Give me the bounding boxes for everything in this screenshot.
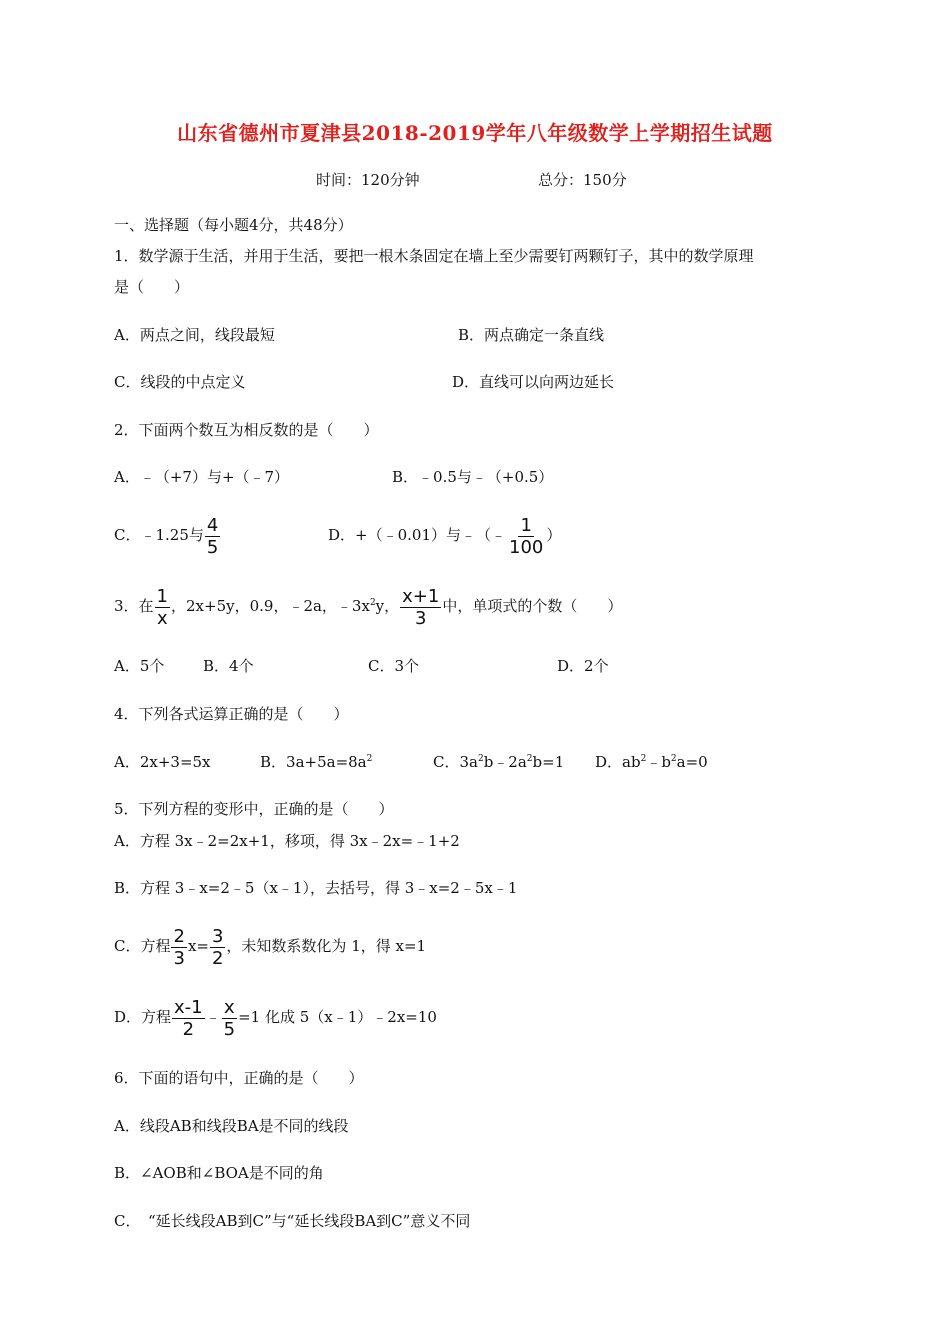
q5-option-d-text: D．方程 [114,1008,172,1026]
denominator: 100 [509,536,544,558]
q1-option-c: C．线段的中点定义 [114,373,246,391]
q5-option-d-post: =1 化成 5（x﹣1）﹣2x=10 [238,1008,437,1026]
q4-option-d [595,752,708,775]
denominator: 2 [211,947,224,969]
superscript: 2 [640,754,647,764]
exam-total-score: 总分：150分 [538,171,627,189]
section-heading: 一、选择题（每小题4分，共48分） [114,216,353,234]
q3-option-d: D．2个 [557,657,609,675]
fraction [172,998,205,1039]
denominator: 2 [182,1018,195,1040]
denominator: x [156,607,168,629]
q6-option-b: B．∠AOB和∠BOA是不同的角 [114,1164,324,1182]
q2-option-d [328,514,561,557]
q5-option-a: A．方程 3x﹣2=2x+1，移项，得 3x﹣2x=﹣1+2 [114,832,460,850]
superscript: 2 [366,754,373,764]
q4-option-d-text2: ﹣b [646,753,671,771]
numerator: 3 [211,925,224,947]
numerator: 1 [520,514,532,536]
numerator: x [224,996,235,1018]
q5-option-b: B．方程 3﹣x=2﹣5（x﹣1），去括号，得 3﹣x=2﹣5x﹣1 [114,879,518,897]
q2-option-d-text: D．+（﹣0.01）与﹣（﹣ [328,526,506,544]
numerator: x+1 [402,585,440,607]
q5-option-c-mid: x= [187,937,209,955]
q2-option-b: B．﹣0.5与﹣（+0.5） [392,468,554,486]
superscript: 2 [369,598,376,608]
numerator: 2 [173,925,185,947]
fraction [171,927,186,968]
q4-stem: 4．下列各式运算正确的是（ ） [114,705,349,723]
q6-option-a: A．线段AB和线段BA是不同的线段 [114,1117,349,1135]
q5-stem: 5．下列方程的变形中，正确的是（ ） [114,800,394,818]
q4-option-d-text: D．ab [595,753,641,771]
q2-option-c-text: C．﹣1.25与 [114,526,204,544]
q4-option-c [433,752,564,775]
superscript: 2 [526,754,533,764]
q2-stem: 2．下面两个数互为相反数的是（ ） [114,421,379,439]
q3-text-mid: ，2x+5y，0.9，﹣2a，﹣3x [171,597,370,615]
fraction [507,516,545,557]
q1-stem-line2: 是（ ） [114,278,190,296]
page-title: 山东省德州市夏津县2018-2019学年八年级数学上学期招生试题 [177,121,773,145]
q3-stem [114,585,622,630]
numerator: x-1 [174,996,203,1018]
q3-text-mid2: y， [375,597,400,615]
superscript: 2 [477,754,484,764]
q5-option-d-mid: ﹣ [205,1008,221,1026]
q1-stem-line1: 1．数学源于生活，并用于生活，要把一根木条固定在墙上至少需要钉两颗钉子，其中的数学原理 [114,247,754,265]
denominator: 3 [415,607,427,629]
numerator: 1 [156,585,168,607]
q5-option-c [114,925,426,968]
fraction [222,998,237,1039]
fraction [400,587,441,628]
q5-option-c-post: ，未知数系数化为 1，得 x=1 [226,937,427,955]
superscript: 2 [670,754,677,764]
q5-option-d [114,996,437,1039]
q4-option-c-text3: b=1 [532,753,565,771]
fraction [210,927,225,968]
denominator: 5 [223,1018,236,1040]
denominator: 5 [206,536,219,558]
q5-option-c-text: C．方程 [114,937,171,955]
q3-option-c: C．3个 [368,657,420,675]
q6-option-c: C． “延长线段AB到C”与“延长线段BA到C”意义不同 [114,1212,471,1230]
q1-option-a: A．两点之间，线段最短 [114,326,275,344]
fraction [205,516,220,557]
q4-option-a: A．2x+3=5x [114,753,211,771]
q3-option-b: B．4个 [203,657,254,675]
q4-option-c-text2: b﹣2a [483,753,527,771]
q4-option-b [260,752,372,775]
fraction [155,587,170,628]
q2-option-d-close: ） [546,526,562,544]
q1-option-d: D．直线可以向两边延长 [452,373,615,391]
exam-time: 时间：120分钟 [316,171,420,189]
q3-option-a: A．5个 [114,657,165,675]
q1-option-b: B．两点确定一条直线 [458,326,605,344]
q4-option-c-text: C．3a [433,753,478,771]
q6-stem: 6．下面的语句中，正确的是（ ） [114,1069,364,1087]
q2-option-c [114,514,221,557]
q3-text-post: 中，单项式的个数（ ） [442,597,623,615]
q4-option-d-text3: a=0 [676,753,708,771]
q2-option-a: A．﹣（+7）与+（﹣7） [114,468,290,486]
q3-text-pre: 3．在 [114,597,154,615]
denominator: 3 [173,947,185,969]
q4-option-b-text: B．3a+5a=8a [260,753,367,771]
numerator: 4 [206,514,219,536]
